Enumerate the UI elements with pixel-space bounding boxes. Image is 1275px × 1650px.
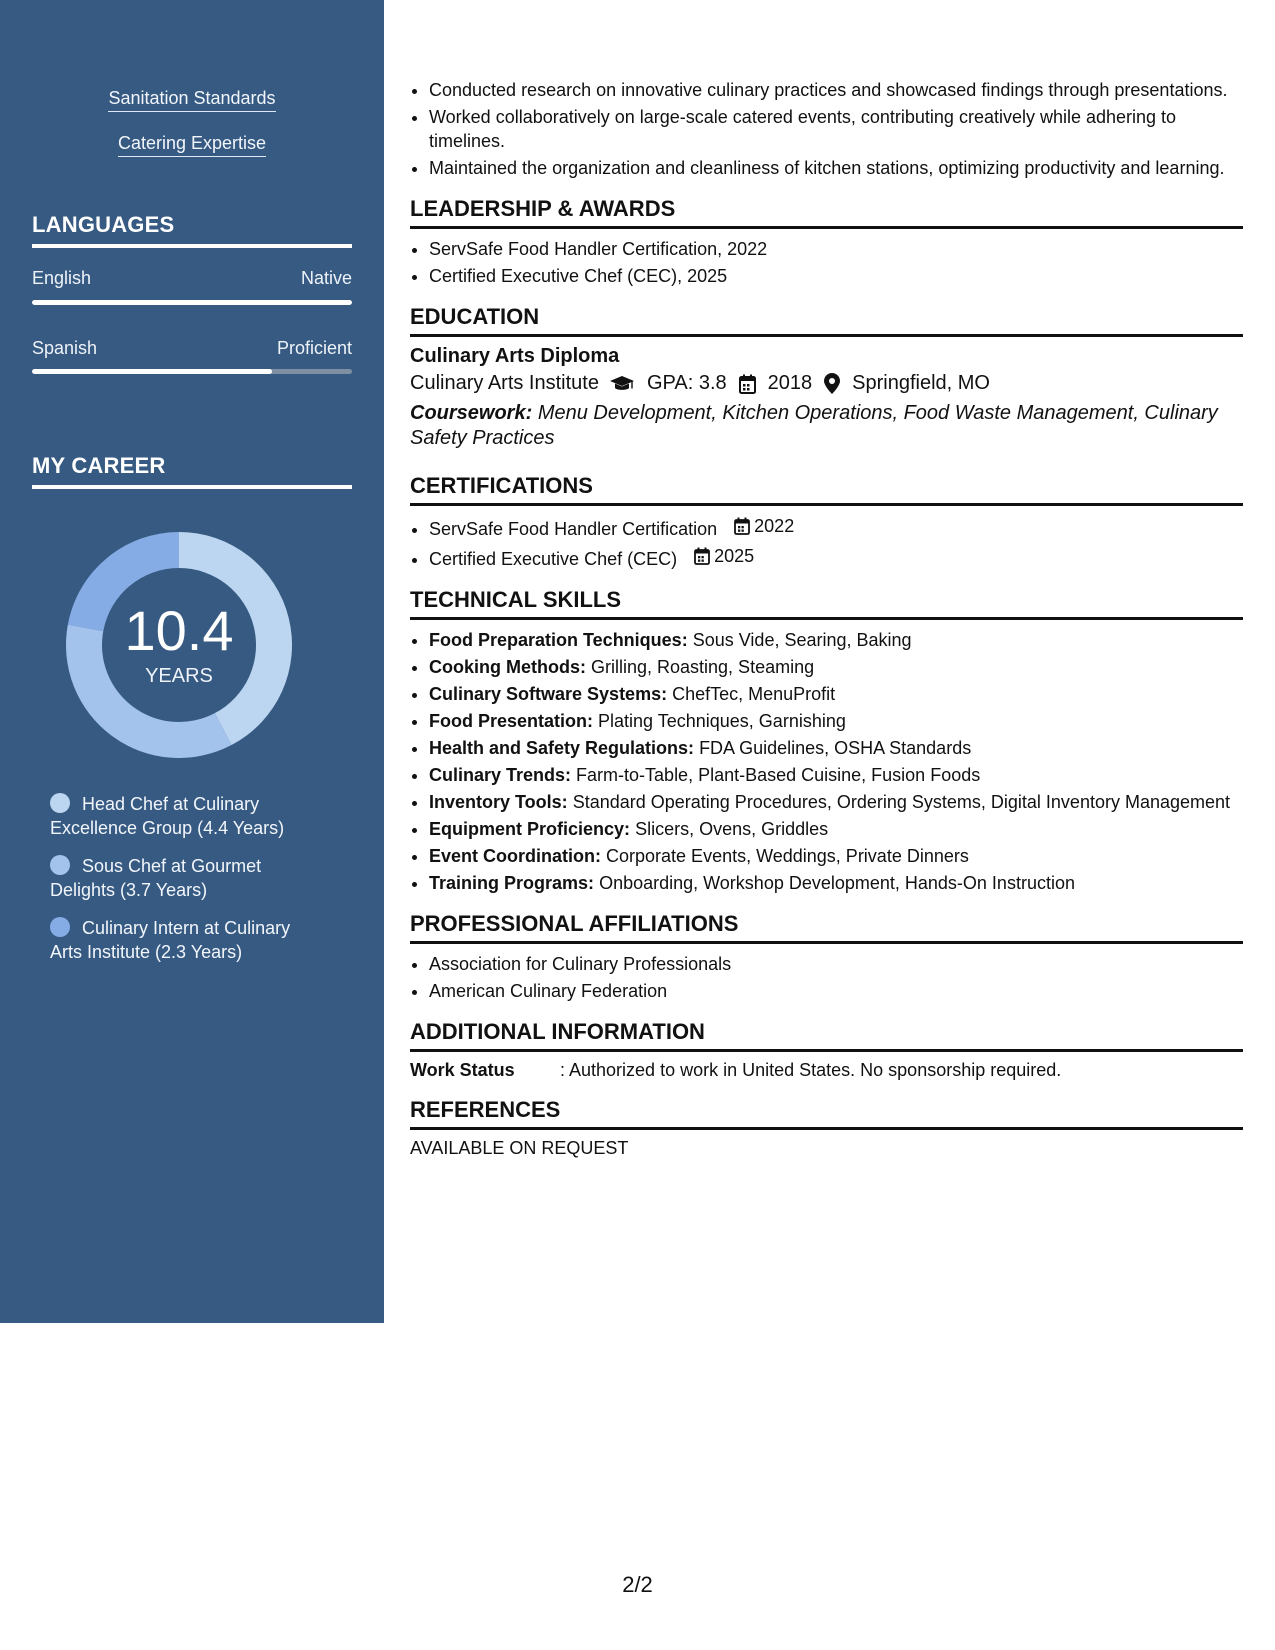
affiliations-list	[410, 952, 1243, 1003]
language-bar-fill	[32, 300, 352, 305]
skill-item	[429, 709, 1243, 733]
career-donut-chart	[66, 532, 292, 758]
affiliations-heading: PROFESSIONAL AFFILIATIONS	[410, 911, 1243, 944]
skill-item	[429, 790, 1243, 814]
leadership-heading: LEADERSHIP & AWARDS	[410, 196, 1243, 229]
skill-label: Sanitation Standards	[108, 88, 275, 112]
skill-category: Health and Safety Regulations:	[429, 738, 695, 758]
education-degree: Culinary Arts Diploma	[410, 345, 620, 367]
location-pin-icon	[824, 373, 840, 394]
certifications-list	[410, 514, 1243, 571]
experience-bullet: • Maintained the organization and cleanliness of kitchen stations, optimizing productivity and learning.	[429, 156, 1243, 180]
certification-year: 2025	[714, 546, 755, 566]
certification-name: Certified Executive Chef (CEC)	[429, 549, 678, 569]
skill-values: Corporate Events, Weddings, Private Dinners	[606, 846, 969, 866]
skill-item	[429, 817, 1243, 841]
career-legend-item	[50, 792, 320, 840]
language-row-english	[32, 268, 352, 289]
certification-name: ServSafe Food Handler Certification	[429, 519, 718, 539]
skill-category: Food Preparation Techniques:	[429, 630, 688, 650]
skill-values: Plating Techniques, Garnishing	[598, 711, 846, 731]
page-number: 2/2	[622, 1572, 653, 1597]
skill-item	[429, 628, 1243, 652]
career-legend-label: Head Chef at Culinary Excellence Group (4.4 Years)	[50, 794, 285, 838]
experience-bullet: • Worked collaboratively on large-scale catered events, contributing creatively while adhering to timelines.	[429, 105, 1243, 153]
skill-item	[429, 871, 1243, 895]
language-bar-english	[32, 300, 352, 305]
languages-heading: LANGUAGES	[32, 212, 352, 248]
leadership-list	[410, 237, 1243, 288]
education-heading: EDUCATION	[410, 304, 1243, 337]
education-meta	[410, 372, 1243, 395]
skill-category: Culinary Trends:	[429, 765, 572, 785]
certification-year: 2022	[754, 516, 795, 536]
language-bar-spanish	[32, 369, 352, 374]
leadership-item: • Certified Executive Chef (CEC), 2025	[429, 264, 1243, 288]
education-coursework	[410, 401, 1243, 451]
skill-category: Event Coordination:	[429, 846, 601, 866]
career-legend-label: Culinary Intern at Culinary Arts Institute (2.3 Years)	[50, 918, 291, 962]
references-text: AVAILABLE ON REQUEST	[410, 1138, 629, 1158]
skill-label: Catering Expertise	[118, 133, 266, 157]
skill-values: Onboarding, Workshop Development, Hands-On Instruction	[599, 873, 1075, 893]
skill-values: Farm-to-Table, Plant-Based Cuisine, Fusion Foods	[576, 765, 981, 785]
main-content	[410, 78, 1243, 1159]
skill-category: Inventory Tools:	[429, 792, 568, 812]
legend-dot-icon	[50, 855, 70, 875]
skill-item	[429, 763, 1243, 787]
certification-item	[429, 544, 1243, 571]
calendar-icon	[694, 547, 710, 565]
sidebar	[0, 0, 384, 1323]
career-legend-item	[50, 854, 320, 902]
career-total-unit: YEARS	[145, 664, 213, 687]
skill-category: Training Programs:	[429, 873, 595, 893]
skill-category: Food Presentation:	[429, 711, 594, 731]
coursework-list: Menu Development, Kitchen Operations, Food Waste Management, Culinary Safety Practices	[410, 402, 1218, 449]
additional-info-heading: ADDITIONAL INFORMATION	[410, 1019, 1243, 1052]
education-year: 2018	[767, 372, 813, 394]
certification-item	[429, 514, 1243, 541]
career-total-years: 10.4	[124, 598, 234, 662]
skill-item	[429, 655, 1243, 679]
work-status-label: Work Status	[410, 1060, 515, 1080]
experience-bullet: • Conducted research on innovative culinary practices and showcased findings through presentations.	[429, 78, 1243, 102]
references-heading: REFERENCES	[410, 1097, 1243, 1130]
skill-link-catering[interactable]	[0, 133, 384, 154]
career-legend-label: Sous Chef at Gourmet Delights (3.7 Years)	[50, 856, 262, 900]
career-legend-item	[50, 916, 320, 964]
language-name: Spanish	[32, 338, 98, 358]
skill-values: Grilling, Roasting, Steaming	[591, 657, 815, 677]
experience-bullets	[410, 78, 1243, 180]
language-level: Native	[300, 268, 352, 288]
calendar-icon	[739, 374, 756, 394]
skill-values: Standard Operating Procedures, Ordering Systems, Digital Inventory Management	[572, 792, 1231, 812]
language-row-spanish	[32, 338, 352, 359]
skill-category: Equipment Proficiency:	[429, 819, 631, 839]
donut-center	[66, 532, 292, 758]
coursework-label: Coursework:	[410, 402, 533, 424]
graduation-cap-icon	[609, 374, 635, 394]
skill-link-sanitation[interactable]	[0, 88, 384, 109]
affiliation-item: • Association for Culinary Professionals	[429, 952, 1243, 976]
leadership-item: • ServSafe Food Handler Certification, 2022	[429, 237, 1243, 261]
skill-item	[429, 682, 1243, 706]
work-status-value: : Authorized to work in United States. No sponsorship required.	[560, 1060, 1062, 1080]
legend-dot-icon	[50, 917, 70, 937]
skill-item	[429, 736, 1243, 760]
language-name: English	[32, 268, 92, 288]
education-gpa: GPA: 3.8	[646, 372, 727, 394]
technical-skills-heading: TECHNICAL SKILLS	[410, 587, 1243, 620]
education-location: Springfield, MO	[852, 372, 990, 394]
language-level: Proficient	[276, 338, 352, 358]
certifications-heading: CERTIFICATIONS	[410, 473, 1243, 506]
affiliation-item: • American Culinary Federation	[429, 979, 1243, 1003]
skill-values: FDA Guidelines, OSHA Standards	[699, 738, 972, 758]
language-bar-fill	[32, 369, 272, 374]
career-heading: MY CAREER	[32, 453, 352, 489]
skill-category: Culinary Software Systems:	[429, 684, 668, 704]
skill-values: Slicers, Ovens, Griddles	[635, 819, 829, 839]
skill-item	[429, 844, 1243, 868]
education-school: Culinary Arts Institute	[410, 372, 599, 394]
technical-skills-list	[410, 628, 1243, 895]
skill-category: Cooking Methods:	[429, 657, 586, 677]
skill-values: ChefTec, MenuProfit	[672, 684, 836, 704]
legend-dot-icon	[50, 793, 70, 813]
work-status-row	[410, 1060, 1243, 1081]
calendar-icon	[734, 517, 750, 535]
skill-values: Sous Vide, Searing, Baking	[692, 630, 912, 650]
